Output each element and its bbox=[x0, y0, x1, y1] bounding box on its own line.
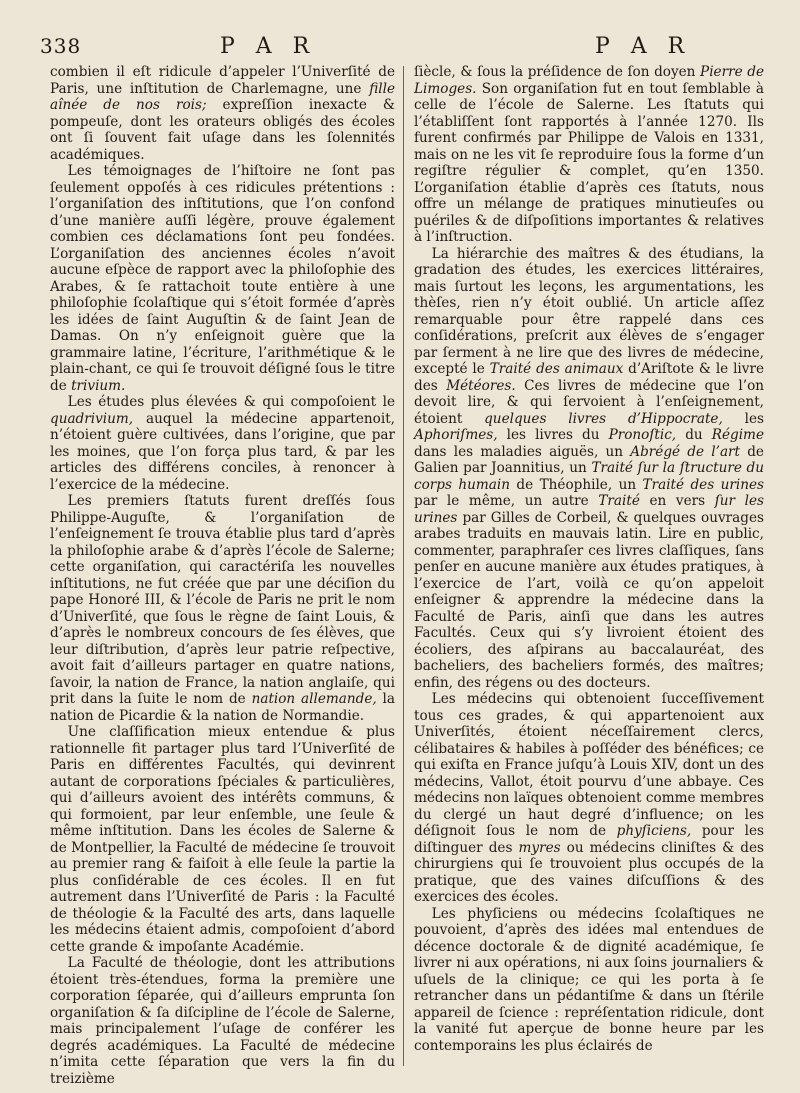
paragraph bbox=[50, 955, 395, 1087]
italic-text: Traité des animaux bbox=[489, 361, 624, 377]
italic-text: Abrégé de l’art bbox=[630, 443, 741, 460]
page-number: 338 bbox=[40, 34, 82, 58]
paragraph bbox=[50, 493, 395, 724]
italic-text: Traité ſur la ſtructure du corps humain bbox=[414, 460, 765, 493]
text-run: Les premiers ſtatuts furent dreſſés ſous Philippe-Auguſte, & l’organiſation de l’enſeignement ſe trouva établie plus tard d’après la philoſophie arabe & d’après l’école de Salerne; cette organiſation, qui caractériſa les nouvelles inſtitutions, ne fut créée que par une déciſion du pape Honoré III, & l’école de Paris ne prit le nom d’Univerſité, que ſous le règne de ſaint Louis, & d’après le nombreux concours de ſes élèves, que leur diſtribution, d’après leur patrie reſpective, avoit fait d’ailleurs partager en quatre nations, ſavoir, la nation de France, la nation anglaiſe, qui prit dans la ſuite le nom de bbox=[50, 493, 395, 707]
italic-text: Aphoriſmes, bbox=[414, 427, 498, 443]
text-run: par Gilles de Corbeil, & quelques ouvrages arabes traduits en mauvais latin. Lire en public, commenter, paraphraſer ces livres claſſiques, ſans penſer en aucune manière aux études pratiques, à l’exercice de l’art, voilà ce qu’on appeloit enſeigner & apprendre la médecine dans la Faculté de Paris, ainſi que dans les autres Facultés. Ceux qui s’y livroient étoient des écoliers, des aſpirans au baccalauréat, des bacheliers, des bacheliers formés, des maîtres; enfin, des régens ou des docteurs. bbox=[414, 509, 764, 691]
text-run: expreſſion inexacte & pompeuſe, dont les orateurs obligés des écoles ont ſi ſouvent fait uſage dans les ſolennités académiques. bbox=[50, 97, 395, 163]
text-run: de Galien par Joannitius, un bbox=[414, 443, 764, 476]
italic-text: quelques livres d’Hippocrate, bbox=[484, 410, 723, 427]
italic-text: quadrivium, bbox=[50, 410, 134, 427]
italic-text: Pronoſtic, bbox=[608, 427, 677, 443]
italic-text: trivium. bbox=[71, 377, 126, 394]
running-head-left: P A R bbox=[220, 34, 317, 59]
italic-text: Traité bbox=[598, 493, 640, 509]
italic-text: Météores. bbox=[446, 377, 516, 394]
text-run: combien il eſt ridicule d’appeler l’Univerſité de Paris, une inſtitution de Charlemagne, une bbox=[50, 64, 395, 97]
text-run: pour les diſtinguer des bbox=[414, 823, 764, 856]
italic-text: Traité des urines bbox=[642, 476, 764, 493]
italic-text: fille aînée de nos rois; bbox=[50, 80, 395, 113]
paragraph bbox=[50, 394, 395, 493]
text-run: la nation de Picardie & la nation de Normandie. bbox=[50, 691, 396, 724]
text-run: de Théophile, un bbox=[510, 476, 643, 493]
text-run: ſiècle, & ſous la préſidence de ſon doyen bbox=[414, 64, 701, 80]
italic-text: myres bbox=[518, 839, 561, 856]
italic-text: ſur les urines bbox=[414, 493, 764, 526]
text-run: du bbox=[676, 427, 712, 443]
text-run: les bbox=[722, 410, 764, 427]
paragraph bbox=[414, 906, 764, 1055]
page-header bbox=[40, 34, 770, 64]
left-column bbox=[50, 64, 395, 1087]
text-run: Les médecins qui obtenoient ſucceſſivement tous ces grades, & qui appartenoient aux Univerſités, étoient néceſſairement clercs, célibataires & habiles à poſſéder des bénéfices; ce qui exiſta en France juſqu’à Louis XIV, dont un des médecins, Vallot, étoit pourvu d’une abbaye. Ces médecins non laïques obtenoient comme membres du clergé un haut degré d’influence; on les déſignoit ſous le nom de bbox=[414, 691, 764, 839]
text-run: La hiérarchie des maîtres & des étudians, la gradation des études, les exercices littéraires, mais ſurtout les leçons, les argumentations, les thèſes, rien n’y étoit oublié. Un article aſſez remarquable pour être rappelé dans ces conſidérations, preſcrit aux élèves de s’engager par ſerment à ne lire que des livres de médecine, excepté le bbox=[414, 245, 764, 377]
text-run: Les témoignages de l’hiſtoire ne ſont pas ſeulement oppoſés à ces ridicules prétentions : l’organiſation des inſtitutions, que l’on confond d’une manière auſſi légère, prouve également combien ces déclamations ſont peu fondées. L’organiſation des anciennes écoles n’avoit aucune eſpèce de rapport avec la philoſophie des Arabes, & ſe rattachoit toute entière à une philoſophie ſcolaſtique qui s’étoit formée d’après les idées de ſaint Auguſtin & de ſaint Jean de Damas. On n’y enſeignoit guère que la grammaire latine, l’écriture, l’arithmétique & le plain-chant, ce qui ſe trouvoit déſigné ſous le titre de bbox=[50, 163, 395, 394]
text-run: dans les maladies aiguës, un bbox=[414, 443, 631, 460]
italic-text: nation allemande, bbox=[251, 691, 377, 707]
text-run: La Faculté de théologie, dont les attributions étoient très-étendues, forma la première une corporation ſéparée, qui d’ailleurs emprunta ſon organiſation & ſa diſcipline de l’école de Salerne, mais principalement l’uſage de conférer les degrés académiques. La Faculté de médecine n’imita cette ſéparation que vers la fin du treizième bbox=[50, 955, 395, 1087]
paragraph bbox=[414, 64, 764, 246]
italic-text: Régime bbox=[711, 427, 764, 443]
text-run: Son organiſation fut en tout ſemblable à celle de l’école de Salerne. Les ſtatuts qui l’établiſſent ſont rapportés à l’année 1270. Ils furent confirmés par Philippe de Valois en 1331, mais on ne les vit ſe reproduire ſous la forme d’un regiſtre régulier & complet, qu’en 1350. L’organiſation établie d’après ces ſtatuts, nous offre un mélange de pratiques minutieuſes ou puériles & de diſpoſitions importantes & relatives à l’inſtruction. bbox=[414, 80, 764, 245]
text-run: d’Ariſtote & le livre des bbox=[414, 361, 764, 394]
italic-text: Pierre de Limoges. bbox=[414, 64, 764, 97]
paragraph bbox=[50, 163, 395, 394]
italic-text: phyſiciens, bbox=[616, 823, 692, 839]
text-run: ou médecins cliniſtes & des chirurgiens qui ſe trouvoient plus occupés de la pratique, que des vaines diſcuſſions & des exercices des écoles. bbox=[414, 839, 765, 905]
text-run: auquel la médecine appartenoit, n’étoient guère cultivées, dans l’origine, que par les moines, que l’on força plus tard, & par les articles des différens conciles, à renoncer à l’exercice de la médecine. bbox=[50, 410, 395, 493]
text-run: par le même, un autre bbox=[414, 493, 599, 509]
paragraph bbox=[414, 246, 764, 692]
column-divider bbox=[403, 66, 404, 1066]
text-run: Ces livres de médecine que l’on devoit lire, & qui ſervoient à l’enſeignement, étoient bbox=[414, 377, 765, 427]
text-run: les livres du bbox=[497, 427, 609, 443]
paragraph bbox=[414, 691, 764, 906]
text-run: Les phyſiciens ou médecins ſcolaſtiques ne pouvoient, d’après des idées mal entendues de décence doctorale & de dignité académique, ſe livrer ni aux opérations, ni aux ſoins journaliers & uſuels de la clinique; ce qui les porta à ſe retrancher dans un pédantiſme & dans un ſtérile appareil de ſcience : repréſentation ridicule, dont la vanité fut aperçue de bonne heure par les contemporains les plus éclairés de bbox=[414, 905, 764, 1054]
text-run: en vers bbox=[639, 493, 715, 509]
text-run: Les études plus élevées & qui compoſoient le bbox=[67, 394, 395, 410]
right-column bbox=[414, 64, 764, 1054]
paragraph bbox=[50, 64, 395, 163]
paragraph bbox=[50, 724, 395, 955]
running-head-right: P A R bbox=[595, 34, 692, 59]
text-run: Une claſſification mieux entendue & plus rationnelle fit partager plus tard l’Univerſité de Paris en différentes Facultés, qui devinrent autant de corporations ſpéciales & particulières, qui d’ailleurs avoient des intérêts communs, & qui formoient, par leur enſemble, une ſeule & même inſtitution. Dans les écoles de Salerne & de Montpellier, la Faculté de médecine ſe trouvoit au premier rang & faiſoit à elle ſeule la partie la plus conſidérable de ces écoles. Il en fut autrement dans l’Univerſité de Paris : la Faculté de théologie & la Faculté des arts, dans laquelle les médecins étaient admis, compoſoient d’abord cette grande & impoſante Académie. bbox=[50, 724, 395, 955]
